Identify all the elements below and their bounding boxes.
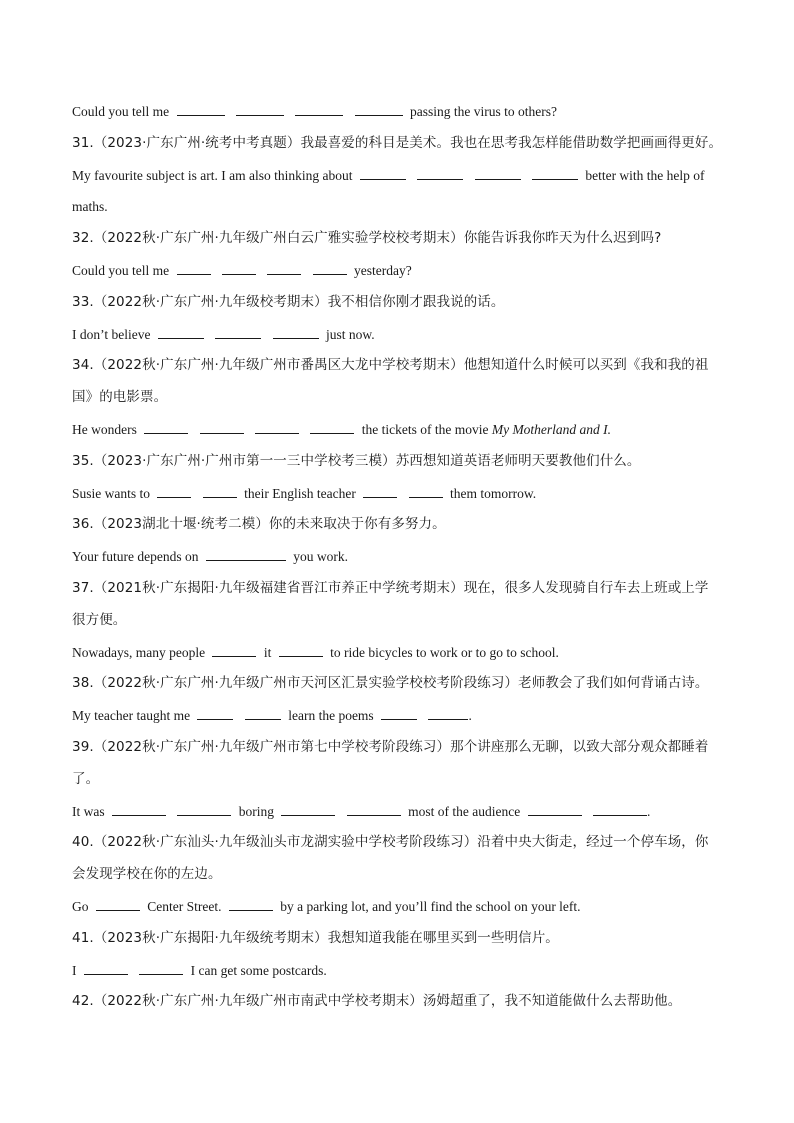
answer-blank[interactable] bbox=[593, 803, 647, 816]
answer-blank[interactable] bbox=[347, 803, 401, 816]
answer-blank[interactable] bbox=[203, 485, 237, 498]
answer-line-36 bbox=[72, 541, 732, 573]
answer-blank[interactable] bbox=[236, 103, 284, 116]
answer-blank[interactable] bbox=[177, 103, 225, 116]
text: better with the help of bbox=[585, 167, 705, 183]
answer-blank[interactable] bbox=[528, 803, 582, 816]
text: It was bbox=[72, 803, 105, 819]
text: Center Street. bbox=[147, 898, 222, 914]
answer-blank[interactable] bbox=[281, 803, 335, 816]
movie-title: My Motherland and I. bbox=[491, 421, 612, 437]
question-39-cont: 了。 bbox=[72, 770, 100, 787]
answer-blank[interactable] bbox=[417, 167, 463, 180]
text: I bbox=[72, 962, 77, 978]
answer-line-40 bbox=[72, 891, 732, 923]
answer-blank[interactable] bbox=[279, 644, 323, 657]
text: the tickets of the movie bbox=[361, 421, 489, 437]
answer-line-39 bbox=[72, 796, 732, 828]
text: to ride bicycles to work or to go to school. bbox=[330, 644, 559, 660]
text: My favourite subject is art. I am also thinking about bbox=[72, 167, 353, 183]
answer-blank[interactable] bbox=[409, 485, 443, 498]
answer-blank[interactable] bbox=[363, 485, 397, 498]
answer-blank[interactable] bbox=[295, 103, 343, 116]
answer-blank[interactable] bbox=[157, 485, 191, 498]
text: Susie wants to bbox=[72, 485, 151, 501]
text: . bbox=[646, 803, 651, 819]
text: boring bbox=[238, 803, 274, 819]
answer-blank[interactable] bbox=[267, 262, 301, 275]
answer-blank[interactable] bbox=[158, 326, 204, 339]
text: I can get some postcards. bbox=[190, 962, 327, 978]
text: just now. bbox=[325, 326, 375, 342]
text: by a parking lot, and you’ll find the school on your left. bbox=[280, 898, 581, 914]
answer-line-32 bbox=[72, 255, 732, 287]
answer-line-30 bbox=[72, 96, 732, 128]
question-40: 40.（2022秋·广东汕头·九年级汕头市龙湖实验中学校考阶段练习）沿着中央大街走，经过一个停车场，你 bbox=[72, 834, 709, 851]
answer-blank[interactable] bbox=[273, 326, 319, 339]
answer-blank[interactable] bbox=[428, 707, 468, 720]
text: most of the audience bbox=[408, 803, 521, 819]
question-32: 32.（2022秋·广东广州·九年级广州白云广雅实验学校校考期末）你能告诉我你昨天为什么迟到吗? bbox=[72, 230, 662, 247]
answer-blank[interactable] bbox=[177, 262, 211, 275]
question-37: 37.（2021秋·广东揭阳·九年级福建省晋江市养正中学统考期末）现在，很多人发现骑自行车去上班或上学 bbox=[72, 579, 709, 596]
answer-blank[interactable] bbox=[215, 326, 261, 339]
answer-line-34 bbox=[72, 414, 732, 446]
question-37-cont: 很方便。 bbox=[72, 611, 127, 628]
question-39: 39.（2022秋·广东广州·九年级广州市第七中学校考阶段练习）那个讲座那么无聊，以致大部分观众都睡着 bbox=[72, 738, 709, 755]
question-34: 34.（2022秋·广东广州·九年级广州市番禺区大龙中学校考期末）他想知道什么时候可以买到《我和我的祖 bbox=[72, 357, 709, 374]
answer-blank[interactable] bbox=[84, 962, 128, 975]
answer-line-35 bbox=[72, 478, 732, 510]
answer-blank[interactable] bbox=[355, 103, 403, 116]
text: yesterday? bbox=[354, 262, 412, 278]
answer-blank[interactable] bbox=[229, 898, 273, 911]
answer-line-37 bbox=[72, 637, 732, 669]
answer-blank[interactable] bbox=[475, 167, 521, 180]
text: Your future depends on bbox=[72, 549, 199, 565]
answer-line-33 bbox=[72, 319, 732, 351]
answer-blank[interactable] bbox=[139, 962, 183, 975]
text: passing the virus to others? bbox=[410, 104, 557, 119]
answer-blank[interactable] bbox=[255, 421, 299, 434]
answer-line-41 bbox=[72, 955, 732, 987]
question-33: 33.（2022秋·广东广州·九年级校考期末）我不相信你刚才跟我说的话。 bbox=[72, 293, 505, 310]
question-36: 36.（2023湖北十堰·统考二模）你的未来取决于你有多努力。 bbox=[72, 516, 446, 533]
answer-line-38 bbox=[72, 700, 732, 732]
answer-blank[interactable] bbox=[381, 707, 417, 720]
answer-blank[interactable] bbox=[313, 262, 347, 275]
answer-blank[interactable] bbox=[310, 421, 354, 434]
text: them tomorrow. bbox=[449, 485, 537, 501]
answer-blank[interactable] bbox=[222, 262, 256, 275]
text: I don’t believe bbox=[72, 326, 151, 342]
worksheet-page bbox=[72, 96, 732, 1018]
text: Could you tell me bbox=[72, 104, 170, 119]
question-42: 42.（2022秋·广东广州·九年级广州市南武中学校考期末）汤姆超重了，我不知道能做什么去帮助他。 bbox=[72, 993, 682, 1010]
answer-blank[interactable] bbox=[96, 898, 140, 911]
text: He wonders bbox=[72, 421, 137, 437]
question-35: 35.（2023·广东广州·广州市第一一三中学校考三模）苏西想知道英语老师明天要教他们什么。 bbox=[72, 452, 641, 469]
text: you work. bbox=[293, 549, 348, 565]
text: it bbox=[263, 644, 272, 660]
answer-line-31 bbox=[72, 160, 732, 192]
text: Nowadays, many people bbox=[72, 644, 206, 660]
answer-blank[interactable] bbox=[212, 644, 256, 657]
answer-blank[interactable] bbox=[245, 707, 281, 720]
text: My teacher taught me bbox=[72, 708, 191, 724]
question-31: 31.（2023·广东广州·统考中考真题）我最喜爱的科目是美术。我也在思考我怎样能借助数学把画画得更好。 bbox=[72, 134, 723, 151]
answer-blank[interactable] bbox=[197, 707, 233, 720]
answer-blank[interactable] bbox=[360, 167, 406, 180]
answer-blank[interactable] bbox=[144, 421, 188, 434]
answer-blank[interactable] bbox=[532, 167, 578, 180]
text: Could you tell me bbox=[72, 262, 170, 278]
question-38: 38.（2022秋·广东广州·九年级广州市天河区汇景实验学校校考阶段练习）老师教会了我们如何背诵古诗。 bbox=[72, 675, 709, 692]
answer-blank[interactable] bbox=[206, 548, 286, 561]
answer-blank[interactable] bbox=[200, 421, 244, 434]
answer-blank[interactable] bbox=[177, 803, 231, 816]
question-41: 41.（2023秋·广东揭阳·九年级统考期末）我想知道我能在哪里买到一些明信片。 bbox=[72, 929, 559, 946]
question-40-cont: 会发现学校在你的左边。 bbox=[72, 866, 222, 883]
text: Go bbox=[72, 898, 89, 914]
question-34-cont: 国》的电影票。 bbox=[72, 389, 168, 406]
text: their English teacher bbox=[244, 485, 356, 501]
text: learn the poems bbox=[288, 708, 374, 724]
answer-blank[interactable] bbox=[112, 803, 166, 816]
answer-line-31-cont: maths. bbox=[72, 199, 108, 215]
text: . bbox=[468, 708, 472, 724]
